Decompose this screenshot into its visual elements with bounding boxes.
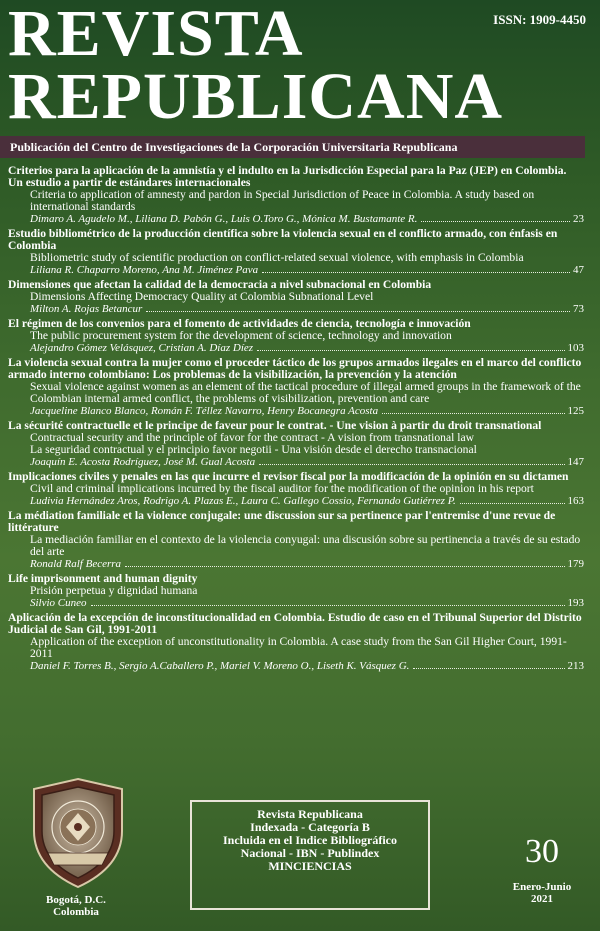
article-title: La violencia sexual contra la mujer como el proceder táctico de los grupos armados ilegales en el marco del conflicto armado interno colombiano: Los problemas de la visibilización, la prevención y la atención	[8, 356, 582, 381]
article-translated-title-2: La seguridad contractual y el principio favor negotii - Una visión desde el derecho transnacional	[30, 443, 477, 456]
city-label	[30, 894, 122, 918]
city-line-2: Colombia	[53, 906, 99, 918]
article-title: La sécurité contractuelle et le principe de faveur pour le contrat. - Une vision à partir du droit transnational	[8, 419, 542, 432]
dot-leader	[257, 342, 564, 351]
article-translated-title: La mediación familiar en el contexto de la violencia conyugal: una discusión sobre su pertinencia a través de su estado del arte	[30, 533, 581, 558]
article-page-number: 147	[567, 456, 584, 468]
article-translated-title: The public procurement system for the development of science, technology and innovation	[30, 329, 452, 342]
article-authors: Jacqueline Blanco Blanco, Román F. Téllez Navarro, Henry Bocanegra Acosta	[30, 405, 379, 417]
article-authors: Ludivia Hernández Aros, Rodrigo A. Plazas E., Laura C. Gallego Cossio, Fernando Gutiérrez P.	[30, 495, 456, 507]
issue-info	[498, 835, 586, 905]
article-translated-title: Bibliometric study of scientific production on conflict-related sexual violence, with emphasis in Colombia	[30, 251, 524, 264]
title-line-2: REPUBLICANA	[8, 60, 504, 133]
dot-leader	[91, 597, 565, 606]
toc-entry	[8, 573, 584, 609]
dot-leader	[262, 264, 570, 273]
article-title: La médiation familiale et la violence conjugale: une discussion sur sa pertinence par l'entremise d'une revue de littérature	[8, 509, 556, 534]
article-translated-title: Application of the exception of unconstitutionality in Colombia. A case study from the San Gil Higher Court, 1991-2011	[30, 635, 567, 660]
dot-leader	[382, 405, 564, 414]
toc-entry	[8, 471, 584, 507]
toc-entry	[8, 318, 584, 354]
toc-entry	[8, 357, 584, 417]
article-page-number: 213	[567, 660, 584, 672]
article-authors-line	[8, 456, 584, 468]
article-page-number: 179	[567, 558, 584, 570]
dot-leader	[146, 303, 570, 312]
toc-entry	[8, 420, 584, 468]
article-authors-line	[8, 660, 584, 672]
article-page-number: 193	[567, 597, 584, 609]
article-page-number: 103	[567, 342, 584, 354]
issue-year: 2021	[531, 893, 553, 905]
article-authors: Liliana R. Chaparro Moreno, Ana M. Jiménez Pava	[30, 264, 259, 276]
article-authors-line	[8, 342, 584, 354]
article-translated-title: Contractual security and the principle of favor for the contract - A vision from transnational law	[30, 431, 474, 444]
article-title: Life imprisonment and human dignity	[8, 572, 198, 585]
index-box-line: MINCIENCIAS	[268, 859, 352, 873]
toc-entry	[8, 165, 584, 225]
article-page-number: 125	[567, 405, 584, 417]
article-authors-line	[8, 558, 584, 570]
article-title: El régimen de los convenios para el fomento de actividades de ciencia, tecnología e innovación	[8, 317, 471, 330]
table-of-contents	[8, 165, 584, 675]
journal-title	[8, 0, 504, 133]
dot-leader	[421, 213, 570, 222]
article-authors-line	[8, 213, 584, 225]
title-line-1: REVISTA	[8, 0, 304, 70]
toc-entry	[8, 510, 584, 570]
article-authors: Ronald Ralf Becerra	[30, 558, 122, 570]
article-title: Aplicación de la excepción de inconstitucionalidad en Colombia. Estudio de caso en el Tribunal Superior del Distrito Judicial de San Gil, 1991-2011	[8, 611, 582, 636]
dot-leader	[460, 495, 565, 504]
article-page-number: 73	[573, 303, 584, 315]
dot-leader	[125, 558, 564, 567]
article-authors: Alejandro Gómez Velásquez, Cristian A. Díaz Díez	[30, 342, 254, 354]
article-authors: Silvio Cuneo	[30, 597, 87, 609]
article-translated-title: Civil and criminal implications incurred by the fiscal auditor for the modification of the opinion in his report	[30, 482, 534, 495]
issue-period: Enero-Junio	[512, 881, 572, 893]
article-title: Criterios para la aplicación de la amnistía y el indulto en la Jurisdicción Especial para la Paz (JEP) en Colombia. Un estudio a partir de estándares internacionales	[8, 164, 567, 189]
article-page-number: 163	[567, 495, 584, 507]
issue-date	[498, 881, 586, 905]
article-authors: Joaquín E. Acosta Rodríguez, José M. Gual Acosta	[30, 456, 256, 468]
article-authors-line	[8, 303, 584, 315]
index-box-line: Nacional - IBN - Publindex	[240, 846, 380, 860]
article-translated-title: Dimensions Affecting Democracy Quality at Colombia Subnational Level	[30, 290, 374, 303]
article-authors: Milton A. Rojas Betancur	[30, 303, 143, 315]
article-page-number: 47	[573, 264, 584, 276]
dot-leader	[413, 660, 564, 669]
dot-leader	[259, 456, 564, 465]
article-translated-title: Sexual violence against women as an element of the tactical procedure of illegal armed groups in the framework of the Colombian internal armed conflict, the problems of visibilization, prevention and care	[30, 380, 581, 405]
article-authors-line	[8, 405, 584, 417]
index-box-line: Incluida en el Indice Bibliográfico	[222, 833, 397, 847]
article-page-number: 23	[573, 213, 584, 225]
article-authors: Dimaro A. Agudelo M., Liliana D. Pabón G., Luis O.Toro G., Mónica M. Bustamante R.	[30, 213, 418, 225]
article-title: Implicaciones civiles y penales en las que incurre el revisor fiscal por la modificación de la opinión en su dictamen	[8, 470, 569, 483]
article-authors-line	[8, 597, 584, 609]
index-box-line: Revista Republicana	[257, 807, 363, 821]
index-box-line: Indexada - Categoría B	[250, 820, 370, 834]
city-line-1: Bogotá, D.C.	[46, 894, 106, 906]
issn-label: ISSN: 1909-4450	[493, 12, 586, 27]
article-authors-line	[8, 264, 584, 276]
index-info-box	[190, 800, 430, 910]
article-authors: Daniel F. Torres B., Sergio A.Caballero P., Mariel V. Moreno O., Liseth K. Vásquez G.	[30, 660, 410, 672]
issue-number: 30	[525, 833, 559, 870]
university-seal-icon	[24, 775, 132, 891]
article-title: Dimensiones que afectan la calidad de la democracia a nivel subnacional en Colombia	[8, 278, 432, 291]
article-translated-title: Criteria to application of amnesty and pardon in Special Jurisdiction of Peace in Colombia. A study based on international standards	[30, 188, 535, 213]
toc-entry	[8, 612, 584, 672]
toc-entry	[8, 279, 584, 315]
publisher-bar: Publicación del Centro de Investigaciones de la Corporación Universitaria Republicana	[0, 136, 585, 158]
toc-entry	[8, 228, 584, 276]
article-translated-title: Prisión perpetua y dignidad humana	[30, 584, 198, 597]
article-title: Estudio bibliométrico de la producción científica sobre la violencia sexual en el conflicto armado, con énfasis en Colombia	[8, 227, 558, 252]
article-authors-line	[8, 495, 584, 507]
